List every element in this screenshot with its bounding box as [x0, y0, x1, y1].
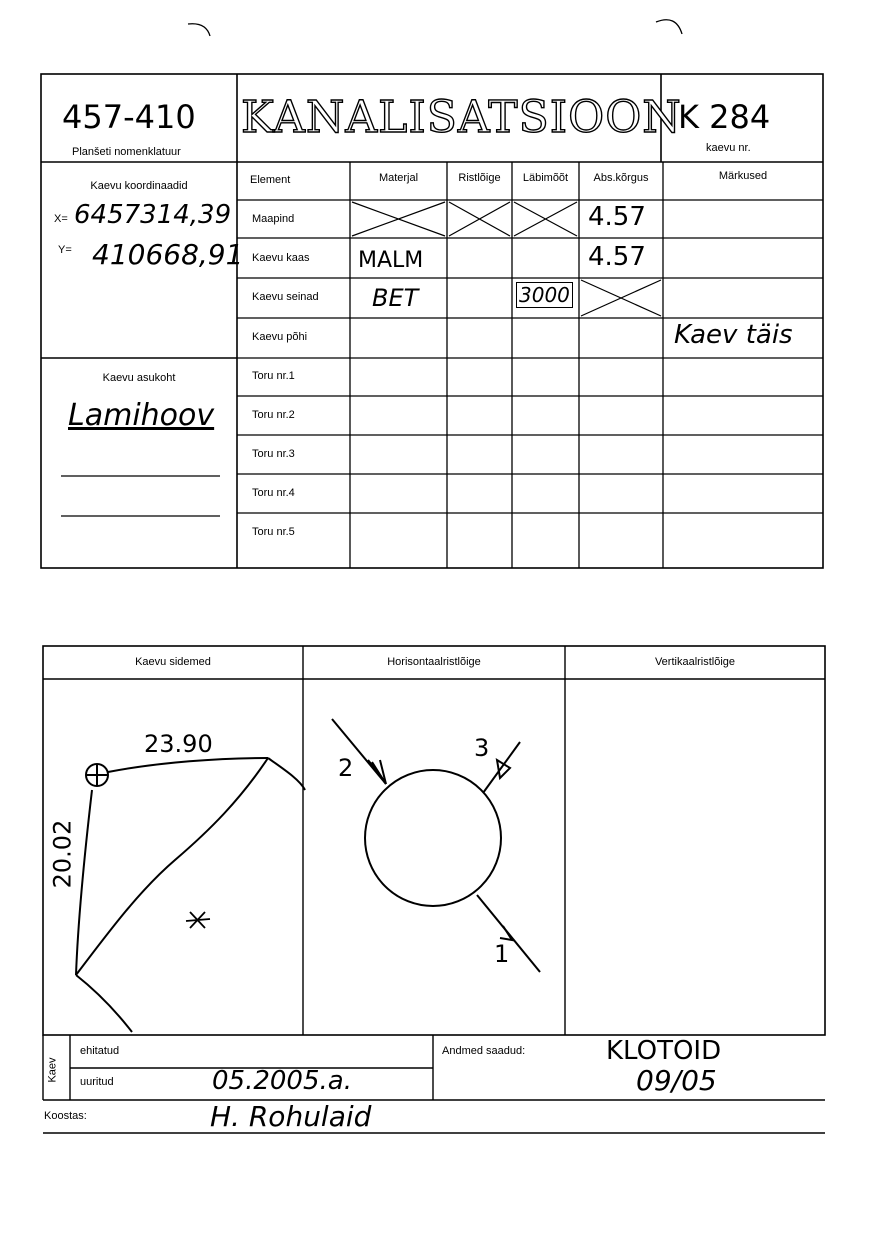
data-received-label: Andmed saadud:	[442, 1045, 526, 1057]
location-label: Kaevu asukoht	[102, 372, 176, 384]
pipe-label-1: 1	[494, 940, 510, 968]
col-header-cross-section: Ristlõige	[458, 172, 501, 184]
compiled-value: H. Rohulaid	[210, 1100, 372, 1133]
col-header-diameter: Läbimõõt	[522, 172, 569, 184]
nomenclature-label: Planšeti nomenklatuur	[72, 146, 181, 158]
well-number-label: kaevu nr.	[706, 142, 751, 154]
site-sketch	[76, 758, 305, 1032]
coordinate-x-value: 6457314,39	[74, 200, 232, 230]
nomenclature-value: 457-410	[62, 98, 196, 136]
kaevu-kaas-abs-height: 4.57	[588, 242, 646, 272]
surveyed-label: uuritud	[80, 1076, 114, 1088]
location-value: Lamihoov	[68, 398, 215, 433]
kaevu-seinad-material: BET	[372, 284, 419, 312]
row-label-kaevu-pohi: Kaevu põhi	[252, 331, 308, 343]
kaevu-pohi-notes: Kaev täis	[674, 320, 793, 350]
col-header-horizontal-section: Horisontaalristlõige	[387, 656, 481, 668]
pipe-label-2: 2	[338, 754, 354, 782]
maapind-abs-height: 4.57	[588, 202, 646, 232]
row-label-toru-4: Toru nr.4	[252, 487, 295, 499]
horizontal-section-sketch	[332, 719, 540, 972]
pipe-label-3: 3	[474, 734, 490, 762]
row-label-kaevu-kaas: Kaevu kaas	[252, 252, 310, 264]
data-received-value: KLOTOID	[606, 1036, 722, 1066]
col-header-material: Materjal	[378, 172, 419, 184]
coordinate-y-value: 410668,91	[92, 238, 244, 271]
coordinates-label: Kaevu koordinaadid	[90, 180, 188, 192]
built-label: ehitatud	[80, 1045, 120, 1057]
kaevu-kaas-material: MALM	[358, 248, 424, 273]
col-header-notes: Märkused	[718, 170, 768, 182]
data-received-date: 09/05	[636, 1064, 717, 1097]
compiled-label: Koostas:	[44, 1110, 87, 1122]
col-header-element: Element	[250, 174, 291, 186]
col-header-vertical-section: Vertikaalristlõige	[654, 656, 736, 668]
col-header-abs-height: Abs.kõrgus	[593, 172, 649, 184]
row-label-toru-1: Toru nr.1	[252, 370, 295, 382]
row-label-toru-5: Toru nr.5	[252, 526, 295, 538]
sketch-dimension-left: 20.02	[48, 819, 77, 889]
row-label-toru-3: Toru nr.3	[252, 448, 295, 460]
coordinate-x-prefix: X=	[54, 213, 68, 225]
side-label-well: Kaev	[46, 1057, 59, 1083]
col-header-well-ties: Kaevu sidemed	[135, 656, 211, 668]
kaevu-seinad-diameter: 3000	[516, 282, 573, 308]
row-label-kaevu-seinad: Kaevu seinad	[252, 291, 319, 303]
row-label-maapind: Maapind	[252, 213, 295, 225]
surveyed-value: 05.2005.a.	[212, 1066, 352, 1096]
page-title: KANALISATSIOON	[241, 92, 682, 143]
coordinate-y-prefix: Y=	[58, 244, 72, 256]
sketch-dimension-top: 23.90	[144, 730, 213, 758]
row-label-toru-2: Toru nr.2	[252, 409, 295, 421]
well-number-value: K 284	[678, 98, 771, 136]
